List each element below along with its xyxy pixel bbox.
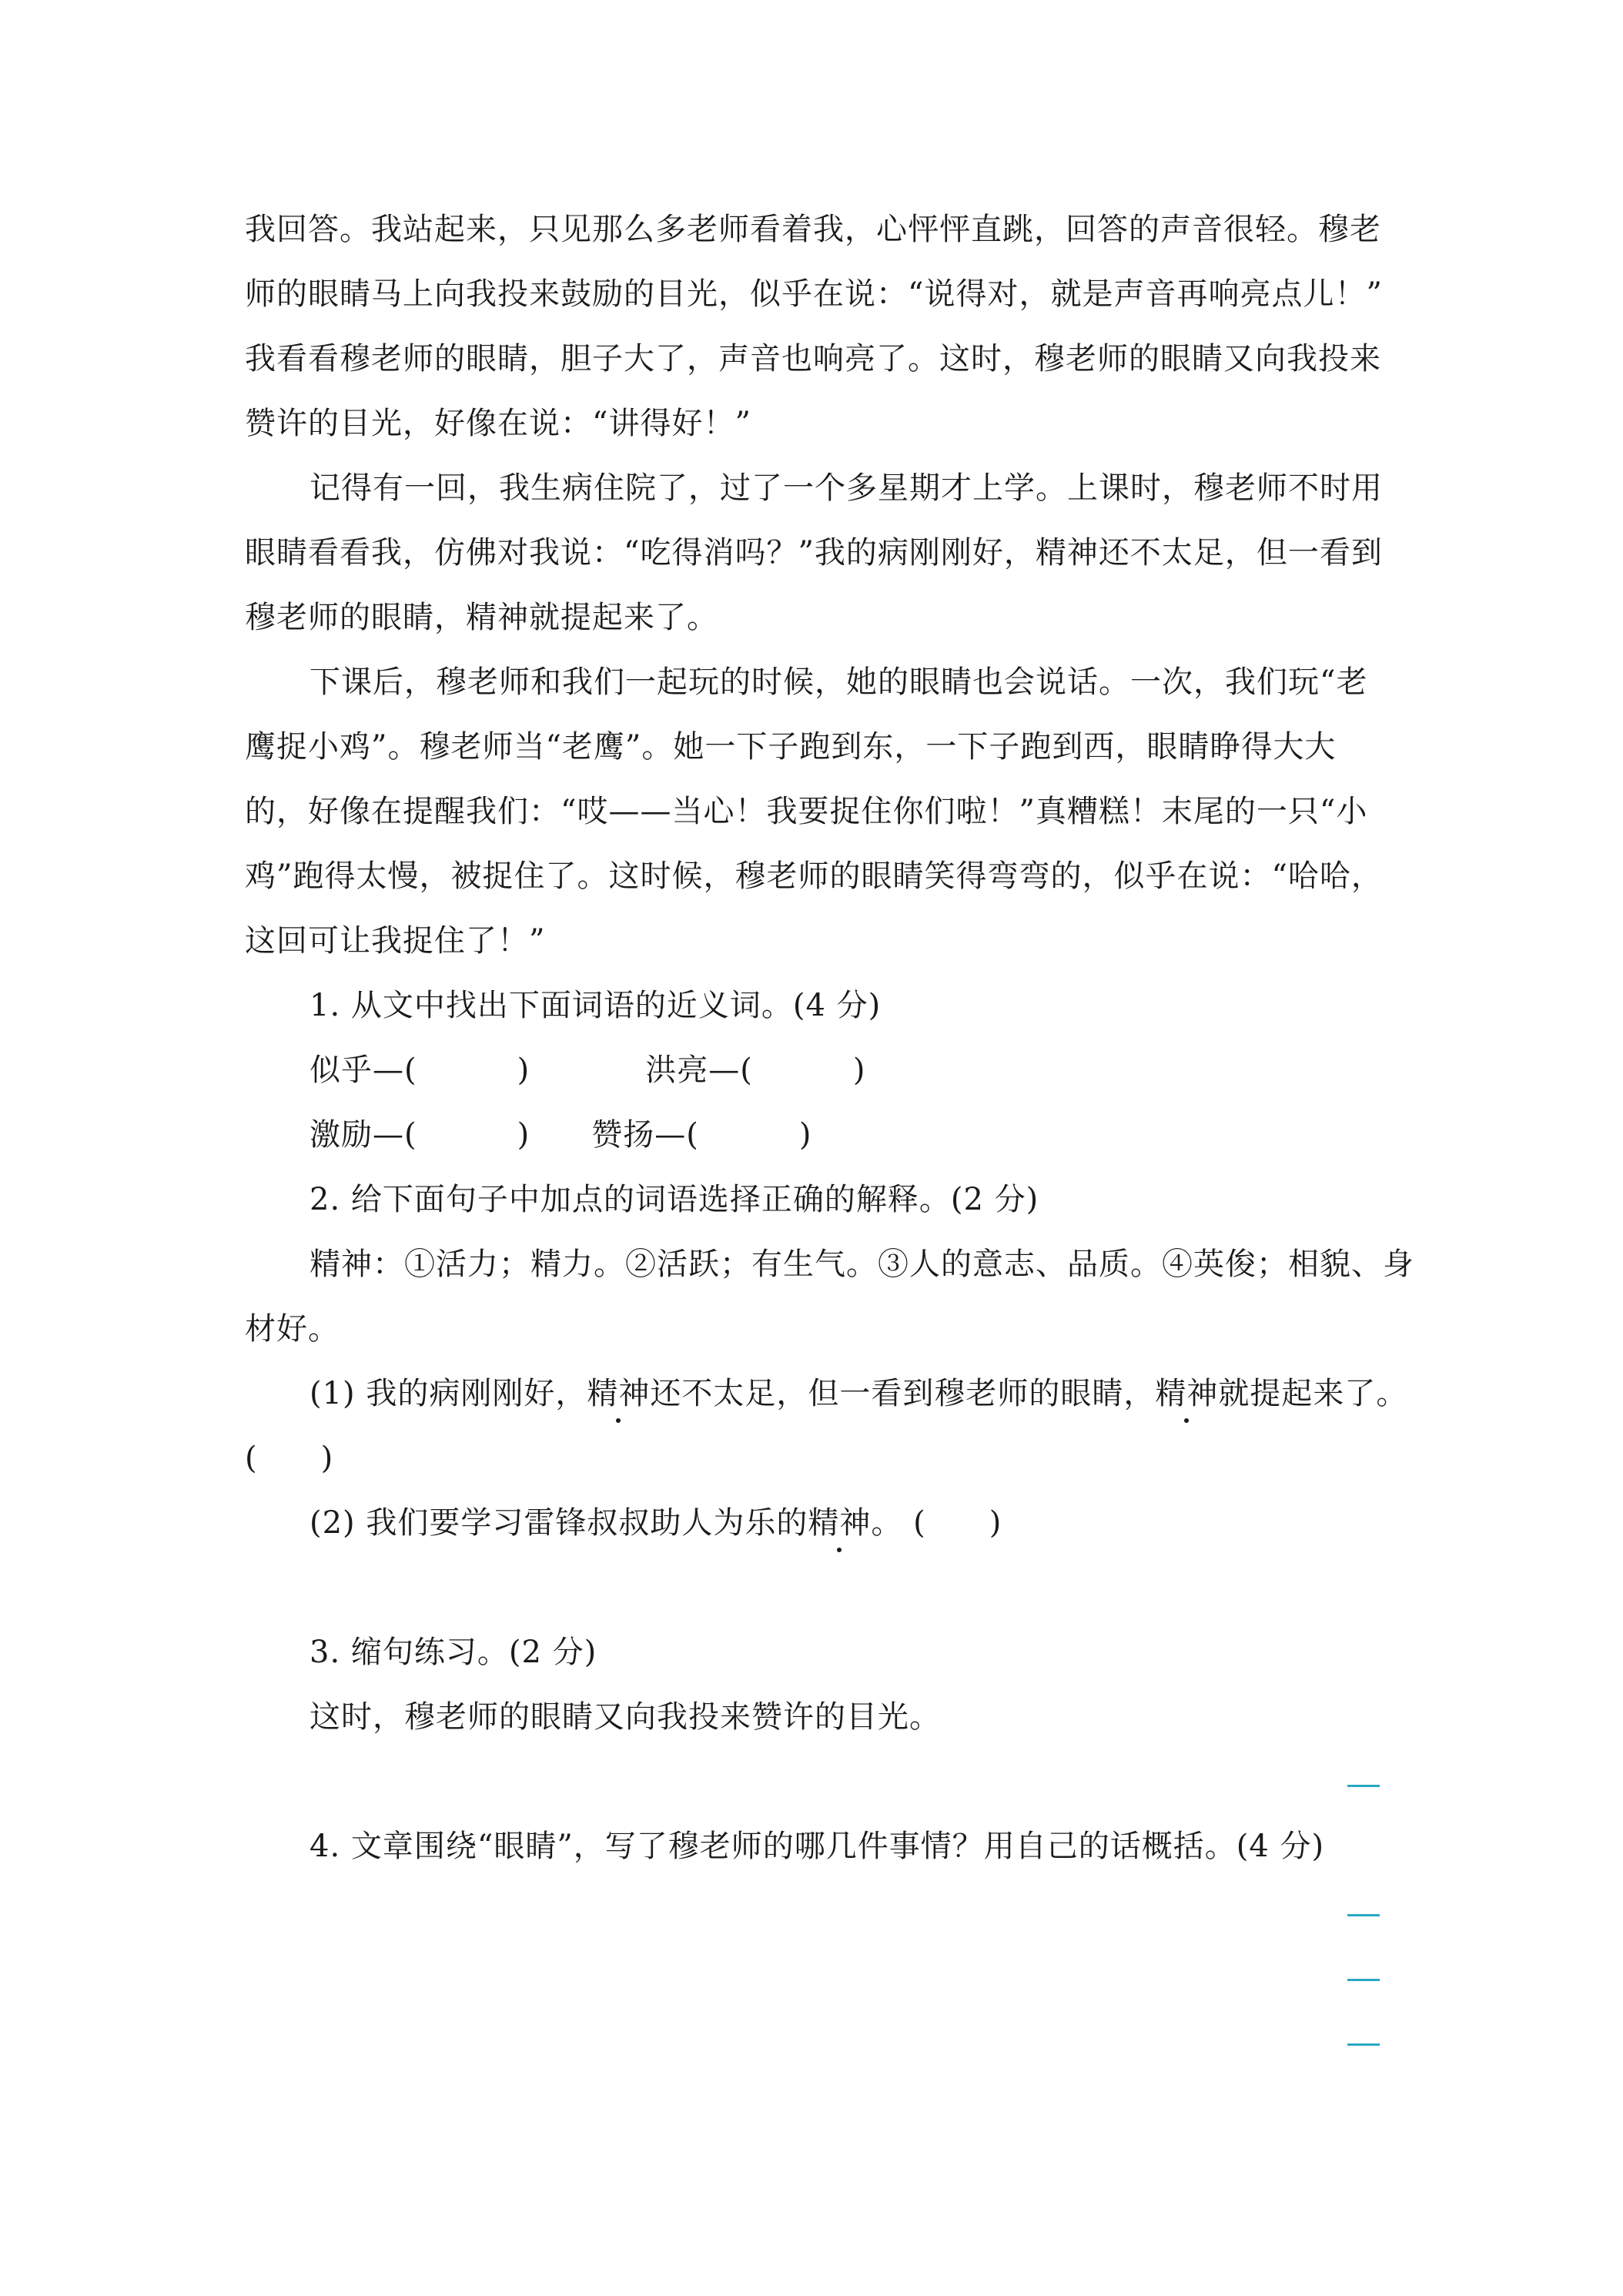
sentence-text: 。 ( ) bbox=[871, 1505, 1002, 1541]
synonym-prompt: 激励—( bbox=[310, 1117, 417, 1153]
question-2-sentence-1 bbox=[310, 1375, 1407, 1412]
question-3-sentence: 这时，穆老师的眼睛又向我投来赞许的目光。 bbox=[310, 1699, 941, 1735]
passage-line: 这回可让我捉住了！” bbox=[245, 923, 546, 959]
question-4-title: 4. 文章围绕“眼睛”，写了穆老师的哪几件事情？用自己的话概括。(4 分) bbox=[310, 1829, 1325, 1864]
dotted-word: 精神 bbox=[587, 1376, 651, 1411]
synonym-blank-close: ) bbox=[517, 1117, 530, 1153]
synonym-blank-close: ) bbox=[852, 1053, 866, 1088]
synonym-blank-close: ) bbox=[798, 1117, 812, 1153]
sentence-text: 还不太足，但一看到穆老师的眼睛， bbox=[650, 1376, 1156, 1411]
answer-blank[interactable]: ( ) bbox=[245, 1441, 334, 1476]
definition-line: 精神：①活力；精力。②活跃；有生气。③人的意志、品质。④英俊；相貌、身 bbox=[310, 1247, 1414, 1282]
dotted-word: 精神 bbox=[808, 1505, 872, 1541]
passage-line: 眼睛看看我，仿佛对我说：“吃得消吗？”我的病刚刚好，精神还不太足，但一看到 bbox=[245, 535, 1383, 571]
answer-line[interactable] bbox=[1347, 1914, 1380, 1916]
question-1-row-2 bbox=[310, 1116, 812, 1153]
sentence-text: (1) 我的病刚刚好， bbox=[310, 1376, 587, 1411]
passage-line: 赞许的目光，好像在说：“讲得好！” bbox=[245, 406, 751, 441]
answer-line[interactable] bbox=[1347, 1785, 1380, 1787]
synonym-blank-close: ) bbox=[517, 1053, 530, 1088]
passage-line: 穆老师的眼睛，精神就提起来了。 bbox=[245, 600, 718, 635]
question-1-row-1 bbox=[310, 1052, 865, 1089]
passage-line: 记得有一回，我生病住院了，过了一个多星期才上学。上课时，穆老师不时用 bbox=[310, 470, 1383, 506]
question-1-title: 1. 从文中找出下面词语的近义词。(4 分) bbox=[310, 988, 882, 1023]
passage-line: 师的眼睛马上向我投来鼓励的目光，似乎在说：“说得对，就是声音再响亮点儿！” bbox=[245, 276, 1383, 312]
passage-line: 我回答。我站起来，只见那么多老师看着我，心怦怦直跳，回答的声音很轻。穆老 bbox=[245, 212, 1381, 247]
definition-line: 材好。 bbox=[245, 1311, 340, 1347]
passage-line: 鸡”跑得太慢，被捉住了。这时候，穆老师的眼睛笑得弯弯的，似乎在说：“哈哈， bbox=[245, 858, 1383, 894]
question-2-title: 2. 给下面句子中加点的词语选择正确的解释。(2 分) bbox=[310, 1182, 1039, 1217]
passage-line: 下课后，穆老师和我们一起玩的时候，她的眼睛也会说话。一次，我们玩“老 bbox=[310, 664, 1368, 700]
question-2-sentence-2 bbox=[310, 1504, 1002, 1541]
synonym-prompt: 似乎—( bbox=[310, 1053, 417, 1088]
sentence-text: 就提起来了。 bbox=[1218, 1376, 1408, 1411]
passage-line: 的，好像在提醒我们：“哎——当心！我要捉住你们啦！”真糟糕！末尾的一只“小 bbox=[245, 794, 1368, 829]
synonym-prompt: 洪亮—( bbox=[645, 1053, 753, 1088]
passage-line: 我看看穆老师的眼睛，胆子大了，声音也响亮了。这时，穆老师的眼睛又向我投来 bbox=[245, 341, 1381, 377]
answer-line[interactable] bbox=[1347, 2043, 1380, 2046]
synonym-prompt: 赞扬—( bbox=[591, 1117, 699, 1153]
passage-line: 鹰捉小鸡”。穆老师当“老鹰”。她一下子跑到东，一下子跑到西，眼睛睁得大大 bbox=[245, 729, 1337, 765]
sentence-text: (2) 我们要学习雷锋叔叔助人为乐的 bbox=[310, 1505, 808, 1541]
question-3-title: 3. 缩句练习。(2 分) bbox=[310, 1635, 597, 1670]
dotted-word: 精神 bbox=[1155, 1376, 1219, 1411]
answer-line[interactable] bbox=[1347, 1979, 1380, 1981]
